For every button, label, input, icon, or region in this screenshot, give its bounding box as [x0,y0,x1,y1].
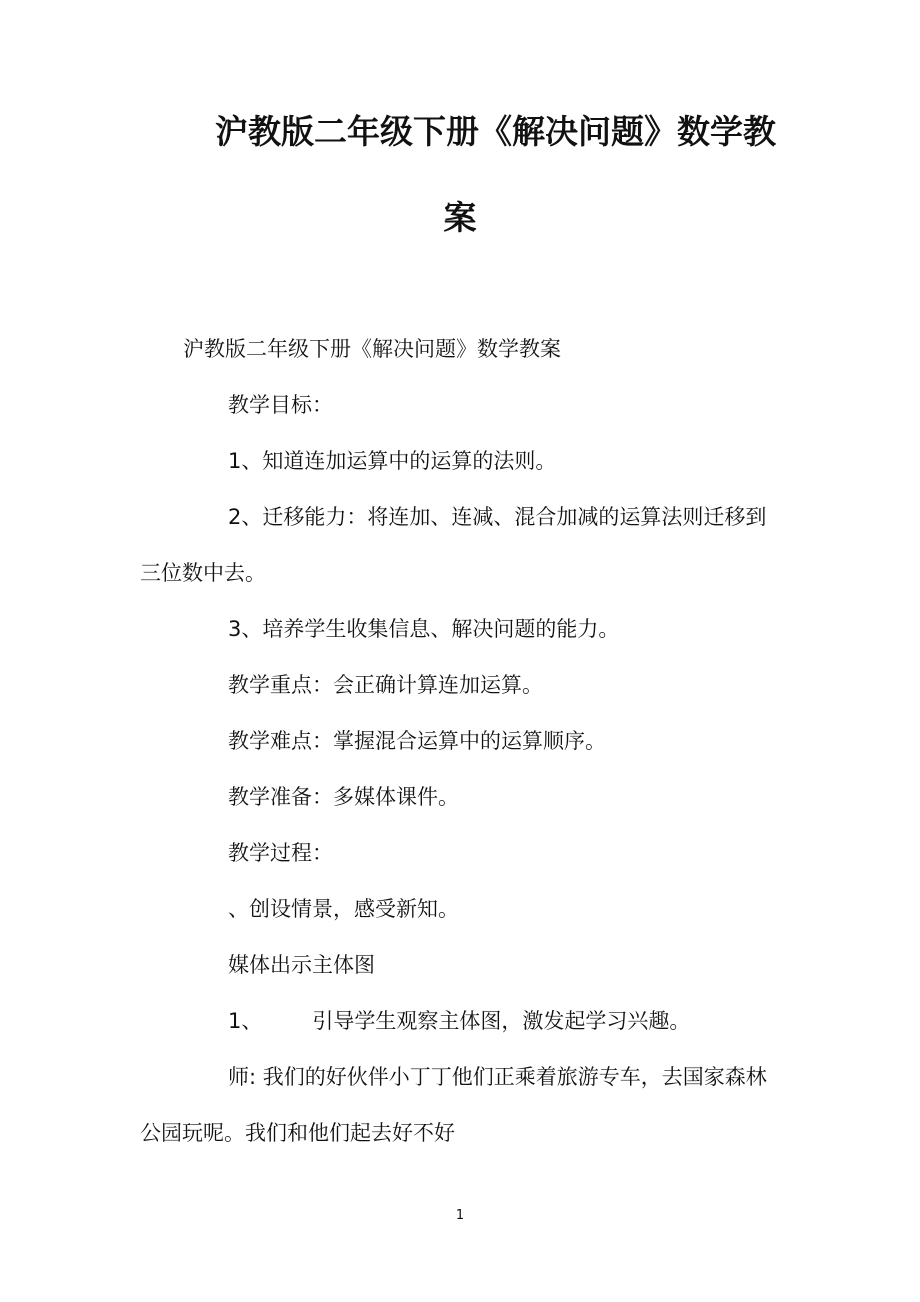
page-number: 1 [455,1208,465,1223]
document-title-line-2: 案 [443,198,477,237]
key-point: 教学重点：会正确计算连加运算。 [228,673,543,697]
teacher-line-1: 师: 我们的好伙伴小丁丁他们正乘着旅游专车，去国家森林 [228,1065,767,1089]
goal-3: 3、培养学生收集信息、解决问题的能力。 [228,617,620,641]
teacher-line-2: 公园玩呢。我们和他们起去好不好 [140,1121,455,1145]
document-title-line-1: 沪教版二年级下册《解决问题》数学教 [215,112,776,151]
difficulty: 教学难点：掌握混合运算中的运算顺序。 [228,729,606,753]
goal-2-line-2: 三位数中去。 [140,561,266,585]
step-1-text: 引导学生观察主体图，激发起学习兴趣。 [312,1009,691,1033]
goal-1: 1、知道连加运算中的运算的法则。 [228,449,557,473]
step-intro: 、创设情景，感受新知。 [228,897,459,921]
step-1-number: 1、 [228,1009,263,1033]
goal-2-line-1: 2、迁移能力：将连加、连减、混合加减的运算法则迁移到 [228,505,767,529]
step-1 [228,1007,690,1035]
preparation: 教学准备：多媒体课件。 [228,785,459,809]
media-show: 媒体出示主体图 [228,953,375,977]
teaching-goals-heading: 教学目标： [228,393,333,417]
document-subtitle: 沪教版二年级下册《解决问题》数学教案 [183,337,561,361]
process-heading: 教学过程： [228,841,333,865]
